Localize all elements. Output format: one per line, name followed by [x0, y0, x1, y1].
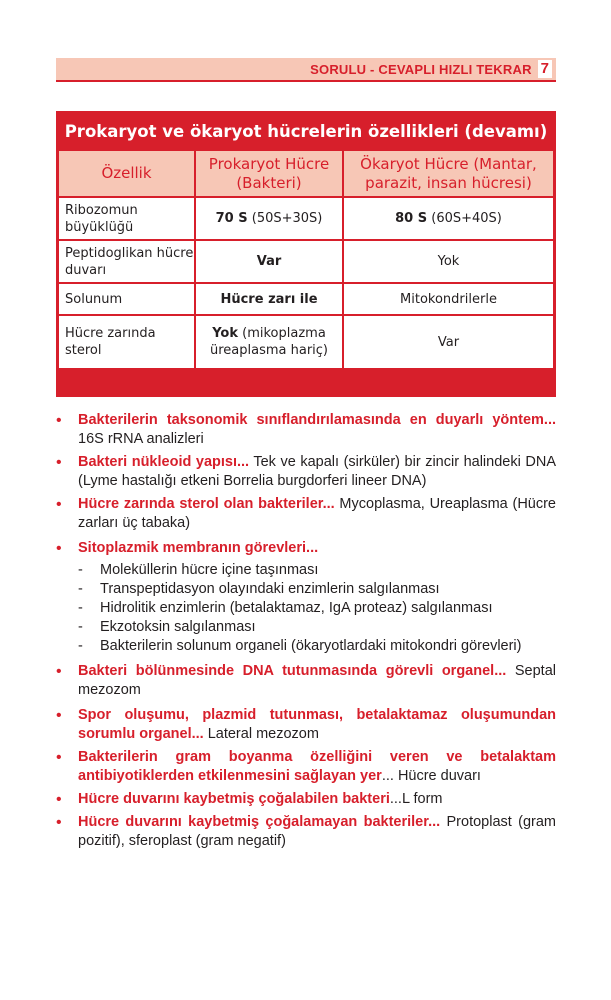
list-item: [56, 790, 556, 809]
prokaryote-detail: (mikoplazma üreaplasma hariç): [209, 326, 328, 358]
row-eukaryote: [344, 198, 553, 241]
page-number: 7: [538, 60, 552, 78]
table-title: Prokaryot ve ökaryot hücrelerin özellikleri (devamı): [64, 121, 548, 141]
bullet-answer: Septal mezozom: [78, 663, 556, 698]
comparison-grid: [59, 151, 553, 370]
row-feature: Peptidoglikan hücre duvarı: [59, 241, 196, 284]
eukaryote-detail: Yok: [437, 254, 460, 269]
header-feature: Özellik: [59, 151, 196, 198]
eukaryote-detail: (60S+40S): [427, 211, 502, 226]
list-item: [56, 813, 556, 851]
bullet-answer: 16S rRNA analizleri: [78, 431, 204, 447]
header-title: SORULU - CEVAPLI HIZLI TEKRAR: [310, 61, 532, 77]
list-item: [56, 495, 556, 533]
prokaryote-value: Yok: [212, 326, 238, 341]
list-item: [56, 539, 556, 656]
header-eukaryote: Ökaryot Hücre (Mantar, parazit, insan hücresi): [344, 151, 553, 198]
prokaryote-detail: (50S+30S): [247, 211, 323, 226]
row-prokaryote: [196, 198, 344, 241]
list-item: [56, 453, 556, 491]
bullet-answer: ...L form: [389, 791, 443, 807]
bullet-lead: Spor oluşumu, plazmid tutunması, betalaktamaz oluşumundan sorumlu organel...: [78, 707, 556, 742]
bullet-lead: Bakteri bölünmesinde DNA tutunmasında görevli organel...: [78, 663, 507, 679]
list-item: [56, 706, 556, 744]
bullet-list: [56, 411, 556, 855]
row-eukaryote: [344, 241, 553, 284]
bullet-lead: Hücre duvarını kaybetmiş çoğalamayan bakteriler...: [78, 814, 441, 830]
eukaryote-detail: Var: [437, 334, 460, 350]
list-item: [56, 411, 556, 449]
row-prokaryote: [196, 241, 344, 284]
eukaryote-value: 80 S: [395, 211, 428, 226]
row-feature: Hücre zarında sterol: [59, 316, 196, 370]
table-row: [59, 198, 553, 241]
list-item: [56, 662, 556, 700]
row-eukaryote: [344, 284, 553, 316]
row-feature: Solunum: [59, 284, 196, 316]
bullet-answer: Lateral mezozom: [203, 726, 319, 742]
sub-list-item: - Hidrolitik enzimlerin (betalaktamaz, IgA proteaz) salgılanması: [78, 599, 556, 618]
sub-list-item: - Bakterilerin solunum organeli (ökaryotlardaki mitokondri görevleri): [78, 637, 556, 656]
table-row: [59, 316, 553, 370]
row-prokaryote: [196, 316, 344, 370]
comparison-table: [56, 111, 556, 397]
bullet-lead: Bakteri nükleoid yapısı...: [78, 454, 250, 470]
table-row: [59, 241, 553, 284]
bullet-lead: Bakterilerin taksonomik sınıflandırılamasında en duyarlı yöntem...: [78, 412, 556, 428]
prokaryote-value: 70 S: [215, 211, 248, 226]
list-item: [56, 748, 556, 786]
row-prokaryote: [196, 284, 344, 316]
prokaryote-value: Var: [256, 254, 282, 269]
row-feature: Ribozomun büyüklüğü: [59, 198, 196, 241]
bullet-lead: Bakterilerin gram boyanma özelliğini veren ve betalaktam antibiyotiklerden etkilenmesini sağlayan yer: [78, 749, 556, 784]
bullet-lead: Sitoplazmik membranın görevleri...: [78, 540, 319, 556]
sub-list-item: - Ekzotoksin salgılanması: [78, 618, 556, 637]
table-header-row: [59, 151, 553, 198]
header-prokaryote: Prokaryot Hücre (Bakteri): [196, 151, 344, 198]
eukaryote-detail: Mitokondrilerle: [400, 291, 497, 307]
bullet-lead: Hücre duvarını kaybetmiş çoğalabilen bakteri: [78, 791, 390, 807]
row-eukaryote: [344, 316, 553, 370]
page-header: [56, 58, 556, 82]
prokaryote-value: Hücre zarı ile: [220, 291, 318, 307]
bullet-answer: Mycoplasma, Ureaplasma (Hücre zarları üç tabaka): [78, 496, 556, 531]
sub-list-item: - Transpeptidasyon olayındaki enzimlerin salgılanması: [78, 580, 556, 599]
sub-list-item: - Moleküllerin hücre içine taşınması: [78, 561, 556, 580]
membrane-functions-list: [78, 561, 556, 656]
bullet-answer: Protoplast (gram pozitif), sferoplast (gram negatif): [78, 814, 556, 849]
table-row: [59, 284, 553, 316]
bullet-lead: Hücre zarında sterol olan bakteriler...: [78, 496, 335, 512]
bullet-answer: Tek ve kapalı (sirküler) bir zincir halindeki DNA (Lyme hastalığı etkeni Borrelia burgdorferi lineer DNA): [78, 454, 556, 489]
bullet-answer: ... Hücre duvarı: [381, 768, 481, 784]
table-footer-band: [59, 370, 553, 386]
